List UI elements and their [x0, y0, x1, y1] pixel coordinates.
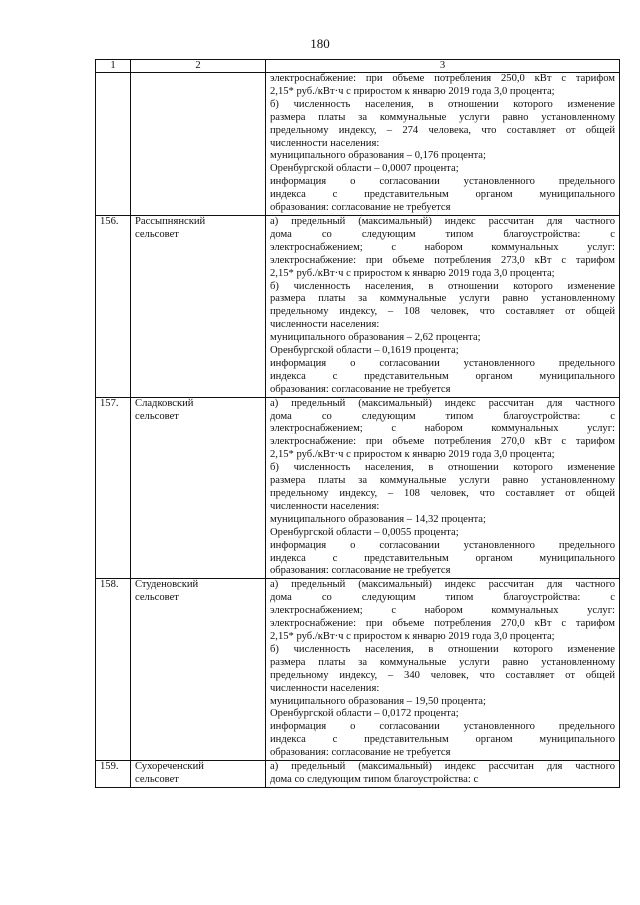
index-description-line: предельному индексу, – 108 человек, что составляет от общей [270, 306, 615, 318]
index-description-line: а) предельный (максимальный) индекс рассчитан для частного [270, 215, 615, 227]
index-description-line: образования: согласование не требуется [270, 565, 451, 577]
index-description-line: образования: согласование не требуется [270, 747, 451, 759]
index-description-line: индекса с представительным органом муниципального [270, 552, 615, 564]
index-description-line: размера платы за коммунальные услуги равно установленному [270, 656, 615, 668]
table-row [96, 579, 620, 761]
row-number: 158. [96, 579, 131, 761]
row-number: 156. [96, 215, 131, 397]
index-description-line: образования: согласование не требуется [270, 202, 451, 214]
table-body [96, 73, 620, 788]
index-description [266, 73, 620, 216]
index-description-line: б) численность населения, в отношении которого изменение [270, 462, 615, 474]
index-description-line: б) численность населения, в отношении которого изменение [270, 98, 615, 110]
index-description-line: электроснабжение: при объеме потребления 270,0 кВт с тарифом [270, 436, 615, 448]
table-row [96, 215, 620, 397]
table-row [96, 761, 620, 788]
index-description-line: электроснабжением; с набором коммунальных услуг: [270, 423, 615, 435]
index-description-line: дома со следующим типом благоустройства: с [270, 773, 479, 785]
index-description-line: а) предельный (максимальный) индекс рассчитан для частного [270, 579, 615, 591]
table-row [96, 73, 620, 216]
index-description-line: 2,15* руб./кВт·ч с приростом к январю 2019 года 3,0 процента; [270, 267, 555, 279]
index-description-line: муниципального образования – 0,176 процента; [270, 150, 486, 162]
column-header-2: 2 [131, 60, 266, 73]
index-description [266, 215, 620, 397]
index-description-line: информация о согласовании установленного предельного [270, 539, 615, 551]
municipality-name-line: Сладковский [135, 397, 194, 409]
index-description-line: 2,15* руб./кВт·ч с приростом к январю 2019 года 3,0 процента; [270, 630, 555, 642]
index-description-line: информация о согласовании установленного предельного [270, 357, 615, 369]
index-description-line: индекса с представительным органом муниципального [270, 189, 615, 201]
index-description-line: индекса с представительным органом муниципального [270, 370, 615, 382]
index-description-line: 2,15* руб./кВт·ч с приростом к январю 2019 года 3,0 процента; [270, 85, 555, 97]
table-row [96, 397, 620, 579]
index-description-line: дома со следующим типом благоустройства: с [270, 228, 615, 240]
page-number: 180 [310, 36, 330, 51]
municipality-name [131, 761, 266, 788]
index-description-line: электроснабжение: при объеме потребления 270,0 кВт с тарифом [270, 618, 615, 630]
column-header-1: 1 [96, 60, 131, 73]
municipality-name [131, 397, 266, 579]
index-description-line: информация о согласовании установленного предельного [270, 721, 615, 733]
table-header-row [96, 60, 620, 73]
index-description-line: размера платы за коммунальные услуги равно установленному [270, 111, 615, 123]
index-description-line: размера платы за коммунальные услуги равно установленному [270, 293, 615, 305]
row-number [96, 73, 131, 216]
index-description-line: электроснабжением; с набором коммунальных услуг: [270, 241, 615, 253]
index-description-line: индекса с представительным органом муниципального [270, 734, 615, 746]
index-description [266, 761, 620, 788]
index-description-line: а) предельный (максимальный) индекс рассчитан для частного [270, 761, 615, 773]
municipality-name-line: Рассыпнянский [135, 215, 206, 227]
index-description-line: численности населения: [270, 682, 380, 694]
municipal-index-table [95, 59, 620, 788]
index-description-line: б) численность населения, в отношении которого изменение [270, 643, 615, 655]
index-description-line: образования: согласование не требуется [270, 383, 451, 395]
index-description-line: информация о согласовании установленного предельного [270, 176, 615, 188]
index-description-line: муниципального образования – 14,32 процента; [270, 513, 486, 525]
index-description-line: Оренбургской области – 0,1619 процента; [270, 345, 459, 357]
municipality-name-line: сельсовет [135, 592, 179, 604]
row-number: 157. [96, 397, 131, 579]
index-description-line: б) численность населения, в отношении которого изменение [270, 280, 615, 292]
index-description-line: предельному индексу, – 274 человека, что составляет от общей [270, 124, 615, 136]
municipality-name-line: сельсовет [135, 228, 179, 240]
municipality-name-line: сельсовет [135, 773, 179, 785]
index-description-line: дома со следующим типом благоустройства: с [270, 592, 615, 604]
index-description-line: Оренбургской области – 0,0055 процента; [270, 526, 459, 538]
municipality-name [131, 73, 266, 216]
index-description-line: численности населения: [270, 319, 380, 331]
index-description-line: а) предельный (максимальный) индекс рассчитан для частного [270, 397, 615, 409]
municipality-name [131, 579, 266, 761]
index-description-line: численности населения: [270, 137, 380, 149]
column-header-3: 3 [266, 60, 620, 73]
index-description-line: Оренбургской области – 0,0172 процента; [270, 708, 459, 720]
index-description [266, 397, 620, 579]
index-description-line: 2,15* руб./кВт·ч с приростом к январю 2019 года 3,0 процента; [270, 449, 555, 461]
municipality-name [131, 215, 266, 397]
index-description-line: дома со следующим типом благоустройства: с [270, 410, 615, 422]
municipality-name-line: Студеновский [135, 579, 199, 591]
index-description [266, 579, 620, 761]
index-description-line: муниципального образования – 19,50 процента; [270, 695, 486, 707]
index-description-line: муниципального образования – 2,62 процента; [270, 332, 481, 344]
index-description-line: электроснабжением; с набором коммунальных услуг: [270, 605, 615, 617]
index-description-line: численности населения: [270, 500, 380, 512]
row-number: 159. [96, 761, 131, 788]
index-description-line: электроснабжение: при объеме потребления 250,0 кВт с тарифом [270, 73, 615, 84]
index-description-line: Оренбургской области – 0,0007 процента; [270, 163, 459, 175]
index-description-line: предельному индексу, – 340 человек, что составляет от общей [270, 669, 615, 681]
municipality-name-line: Сухореченский [135, 761, 204, 773]
municipality-name-line: сельсовет [135, 410, 179, 422]
index-description-line: электроснабжение: при объеме потребления 273,0 кВт с тарифом [270, 254, 615, 266]
index-description-line: размера платы за коммунальные услуги равно установленному [270, 475, 615, 487]
index-description-line: предельному индексу, – 108 человек, что составляет от общей [270, 488, 615, 499]
